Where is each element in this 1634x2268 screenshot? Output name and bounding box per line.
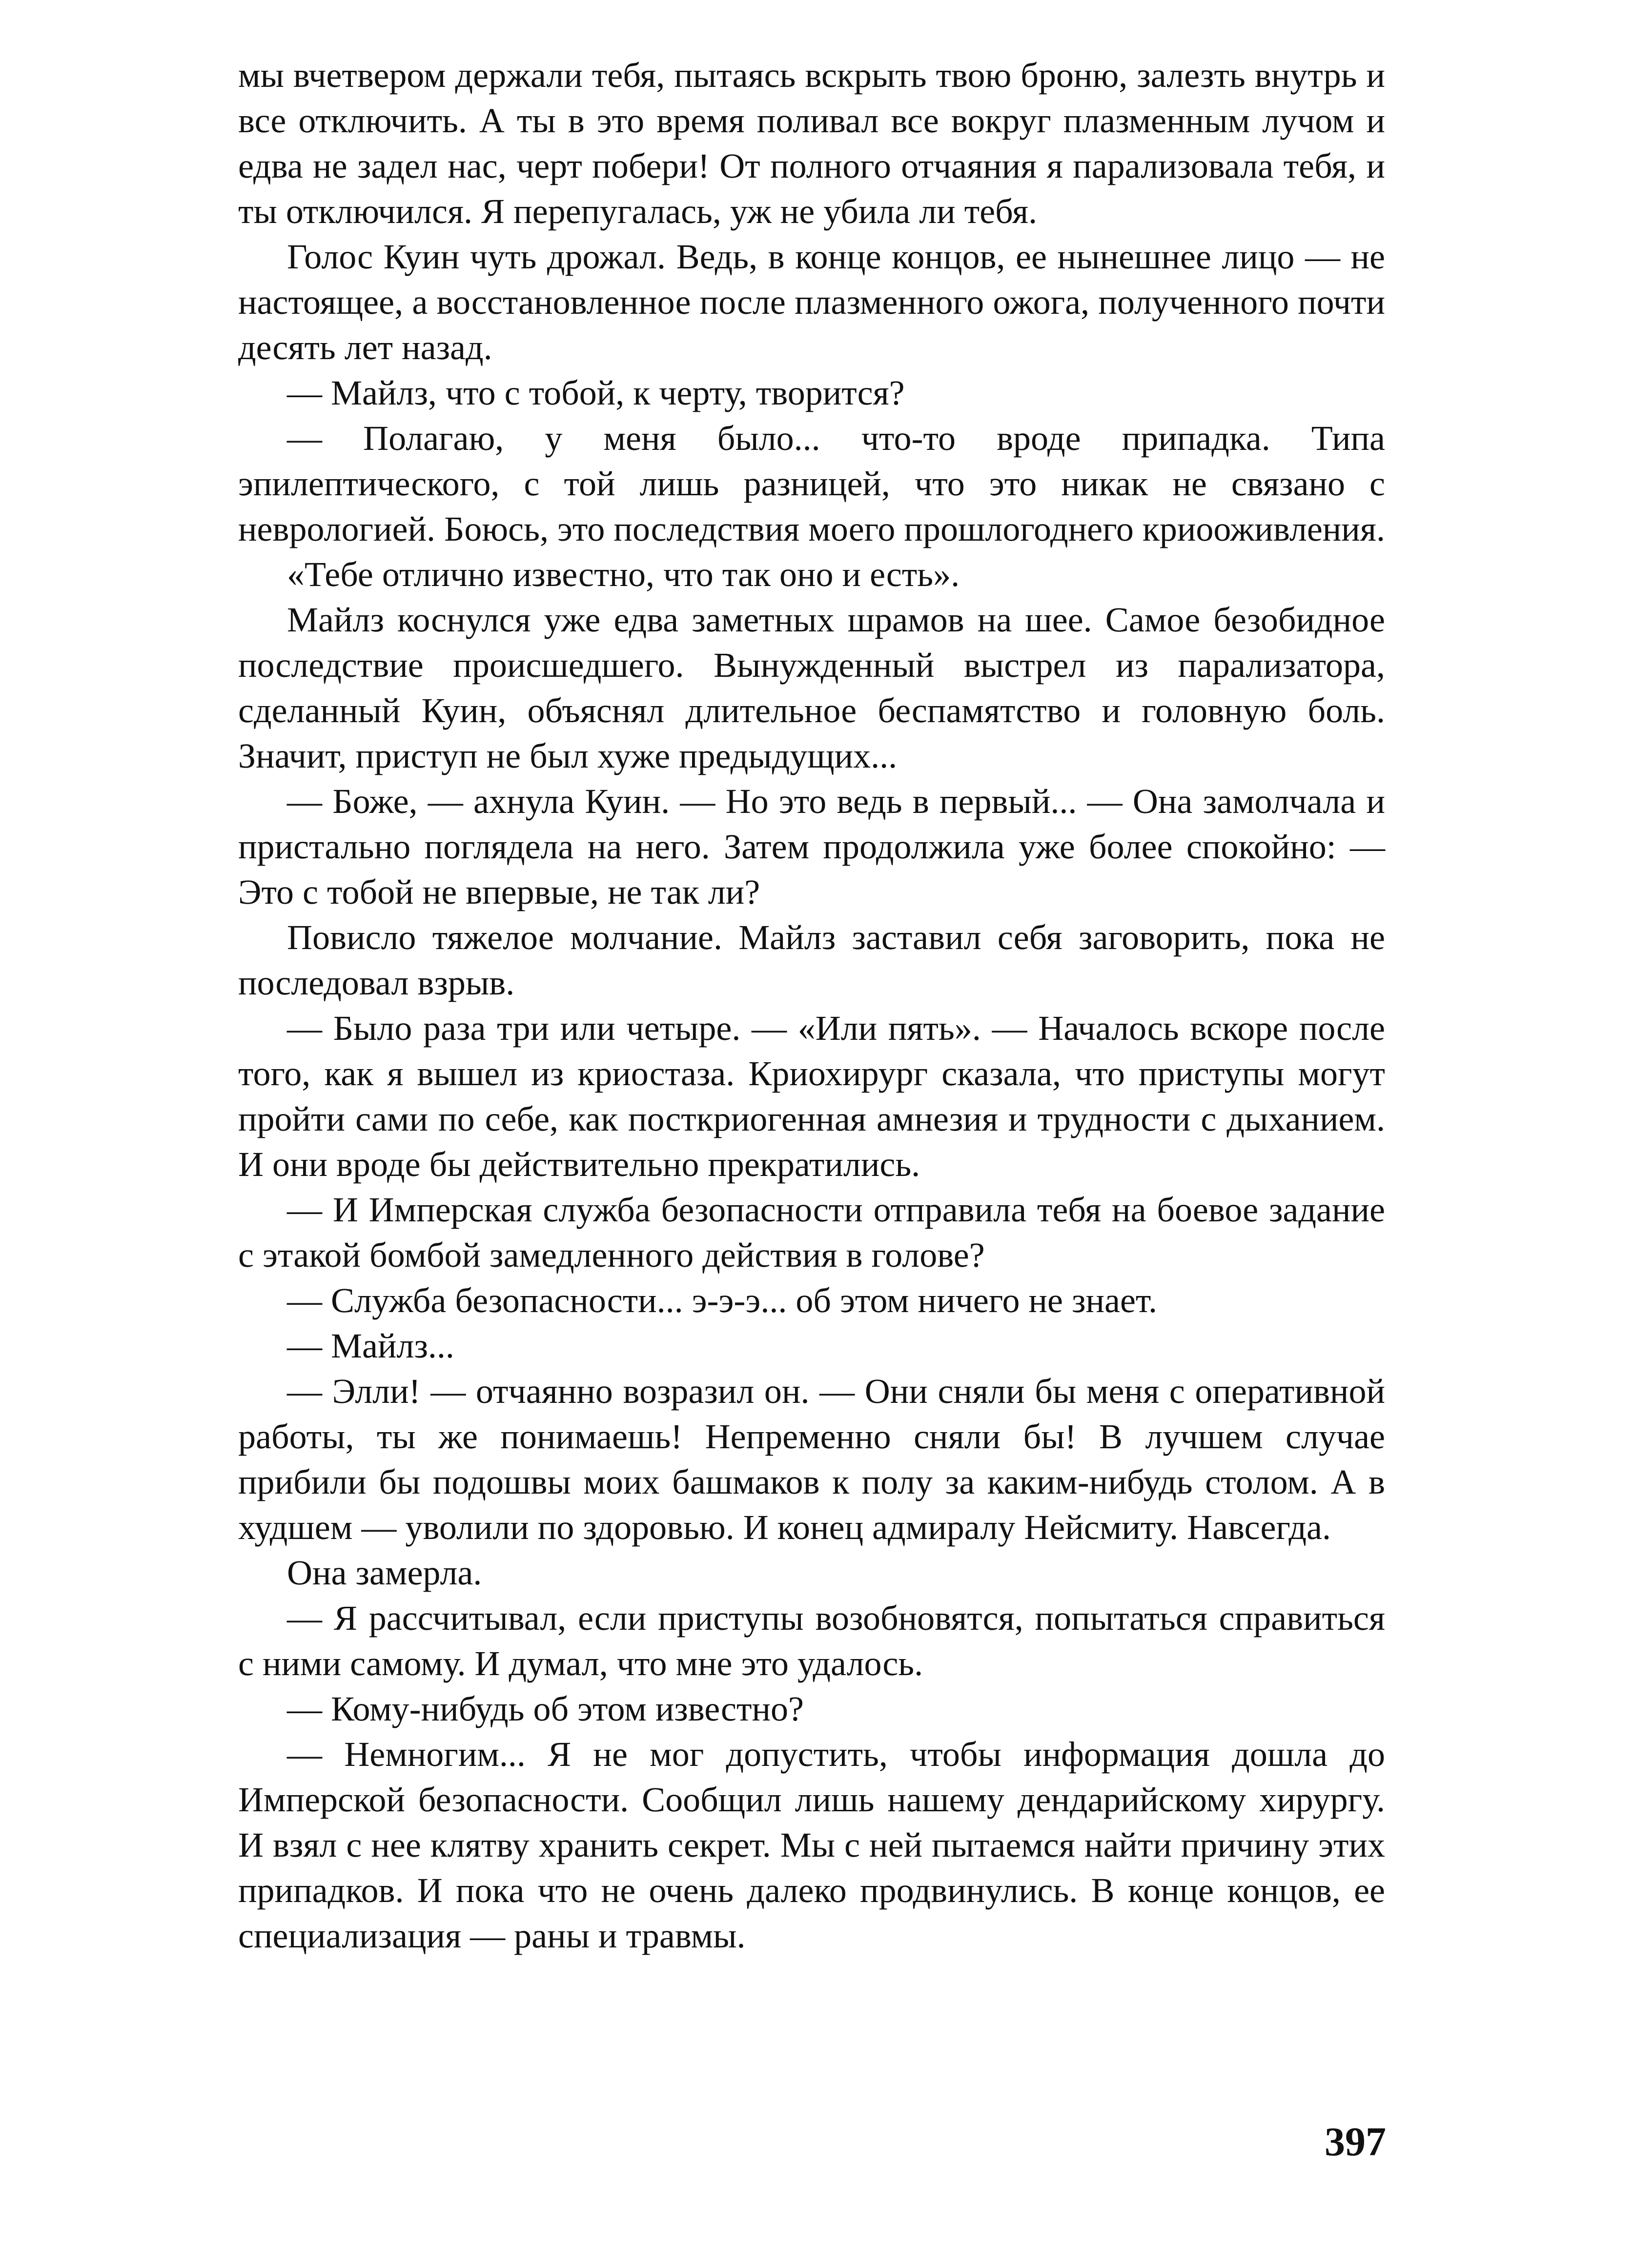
paragraph: Она замерла. (287, 1553, 482, 1592)
paragraph: Майлз коснулся уже едва заметных шрамов на шее. Самое безобидное последствие происшедшего. Вынужденный выстрел из парализатора, сделанный Куин, объяснял длительное беспамятство и головную боль. Значит, приступ не был хуже предыдущих... (238, 600, 1385, 775)
paragraph: — И Имперская служба безопасности отправила тебя на боевое задание с этакой бомбой замедленного действия в голове? (238, 1190, 1385, 1275)
page-number: 397 (1325, 2119, 1386, 2165)
paragraph: Повисло тяжелое молчание. Майлз заставил себя заговорить, пока не последовал взрыв. (238, 918, 1385, 1002)
paragraph: — Служба безопасности... э-э-э... об этом ничего не знает. (287, 1281, 1157, 1320)
paragraph: Голос Куин чуть дрожал. Ведь, в конце концов, ее нынешнее лицо — не настоящее, а восстановленное после плазменного ожога, полученного почти десять лет назад. (238, 237, 1385, 367)
paragraph: — Было раза три или четыре. — «Или пять». — Началось вскоре после того, как я вышел из криостаза. Криохирург сказала, что приступы могут пройти сами по себе, как посткриогенная амнезия и трудности с дыханием. И они вроде бы действительно прекратились. (238, 1009, 1385, 1184)
paragraph: мы вчетвером держали тебя, пытаясь вскрыть твою броню, залезть внутрь и все отключить. А ты в это время поливал все вокруг плазменным лучом и едва не задел нас, черт побери! От полного отчаяния я парализовала тебя, и ты отключился. Я перепугалась, уж не убила ли тебя. (238, 56, 1385, 231)
paragraph: — Боже, — ахнула Куин. — Но это ведь в первый... — Она замолчала и пристально поглядела на него. Затем продолжила уже более спокойно: — Это с тобой не впервые, не так ли? (238, 782, 1385, 911)
paragraph: — Полагаю, у меня было... что-то вроде припадка. Типа эпилептического, с той лишь разницей, что это никак не связано с неврологией. Боюсь, это последствия моего прошлогоднего криооживления. (238, 419, 1385, 548)
paragraph: — Майлз... (287, 1326, 454, 1365)
paragraph: — Немногим... Я не мог допустить, чтобы информация дошла до Имперской безопасности. Сообщил лишь нашему дендарийскому хирургу. И взял с нее клятву хранить секрет. Мы с ней пытаемся найти причину этих припадков. И пока что не очень далеко продвинулись. В конце концов, ее специализация — раны и травмы. (238, 1735, 1385, 1955)
paragraph: — Я рассчитывал, если приступы возобновятся, попытаться справиться с ними самому. И думал, что мне это удалось. (238, 1599, 1385, 1683)
page-text (238, 53, 1385, 1959)
paragraph: — Кому-нибудь об этом известно? (287, 1689, 804, 1728)
paragraph: — Элли! — отчаянно возразил он. — Они сняли бы меня с оперативной работы, ты же понимаешь! Непременно сняли бы! В лучшем случае прибили бы подошвы моих башмаков к полу за каким-нибудь столом. А в худшем — уволили по здоровью. И конец адмиралу Нейсмиту. Навсегда. (238, 1372, 1385, 1547)
paragraph: «Тебе отлично известно, что так оно и есть». (287, 555, 960, 594)
paragraph: — Майлз, что с тобой, к черту, творится? (287, 373, 905, 412)
